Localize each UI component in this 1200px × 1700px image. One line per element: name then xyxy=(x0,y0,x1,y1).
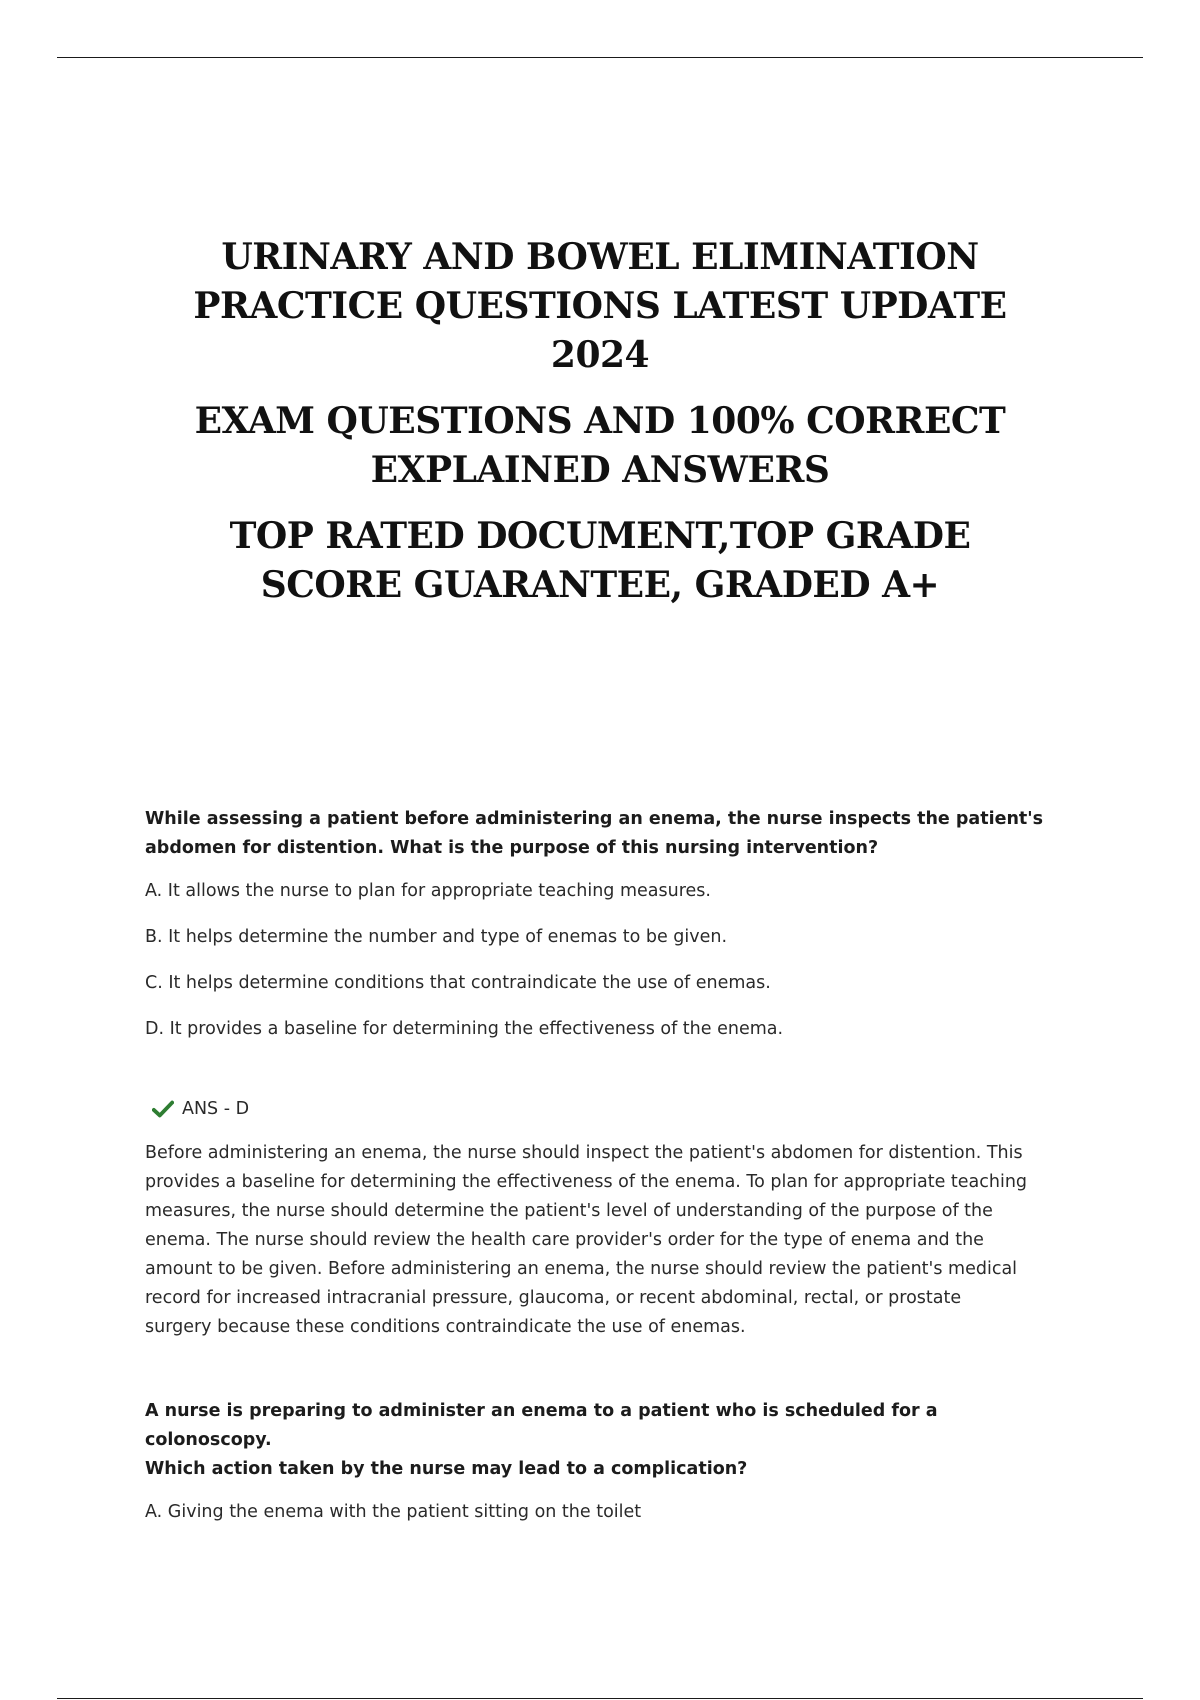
question-1-option-a: A. It allows the nurse to plan for appropriate teaching measures. xyxy=(145,881,711,901)
explanation-line: Before administering an enema, the nurse should inspect the patient's abdomen for distention. This xyxy=(145,1143,1023,1163)
question-line: While assessing a patient before administering an enema, the nurse inspects the patient's xyxy=(145,809,1044,829)
checkmark-icon xyxy=(152,1099,174,1119)
explanation-line: provides a baseline for determining the effectiveness of the enema. To plan for appropriate teaching xyxy=(145,1172,1028,1192)
question-line: Which action taken by the nurse may lead to a complication? xyxy=(145,1459,748,1479)
title-line: 2024 xyxy=(550,334,650,376)
question-2-text xyxy=(145,1397,1065,1484)
question-content xyxy=(145,805,1065,1527)
title-line: EXPLAINED ANSWERS xyxy=(370,449,830,491)
question-1-explanation xyxy=(145,1139,1065,1342)
explanation-line: amount to be given. Before administering an enema, the nurse should review the patient's medical xyxy=(145,1259,1018,1279)
question-1-option-c: C. It helps determine conditions that contraindicate the use of enemas. xyxy=(145,973,771,993)
question-1-answer xyxy=(145,1099,1065,1119)
title-group-2 xyxy=(120,397,1080,495)
title-line: URINARY AND BOWEL ELIMINATION xyxy=(221,236,979,278)
top-rule xyxy=(57,57,1143,58)
question-1-option-d: D. It provides a baseline for determining the effectiveness of the enema. xyxy=(145,1019,784,1039)
question-1-option-b: B. It helps determine the number and type of enemas to be given. xyxy=(145,927,728,947)
title-line: TOP RATED DOCUMENT,TOP GRADE xyxy=(229,515,971,557)
title-line: PRACTICE QUESTIONS LATEST UPDATE xyxy=(193,285,1007,327)
bottom-rule xyxy=(57,1698,1143,1699)
question-1-text xyxy=(145,805,1065,863)
question-line: A nurse is preparing to administer an enema to a patient who is scheduled for a colonoscopy. xyxy=(145,1401,938,1450)
document-title xyxy=(120,233,1080,627)
explanation-line: measures, the nurse should determine the patient's level of understanding of the purpose of the xyxy=(145,1201,993,1221)
question-2-option-a: A. Giving the enema with the patient sitting on the toilet xyxy=(145,1502,642,1522)
question-line: abdomen for distention. What is the purpose of this nursing intervention? xyxy=(145,838,879,858)
answer-label: ANS - D xyxy=(182,1099,250,1119)
title-group-3 xyxy=(120,512,1080,610)
title-group-1 xyxy=(120,233,1080,380)
explanation-line: surgery because these conditions contraindicate the use of enemas. xyxy=(145,1317,746,1337)
title-line: SCORE GUARANTEE, GRADED A+ xyxy=(260,564,940,606)
explanation-line: record for increased intracranial pressure, glaucoma, or recent abdominal, rectal, or prostate xyxy=(145,1288,962,1308)
explanation-line: enema. The nurse should review the health care provider's order for the type of enema and the xyxy=(145,1230,984,1250)
title-line: EXAM QUESTIONS AND 100% CORRECT xyxy=(194,400,1006,442)
